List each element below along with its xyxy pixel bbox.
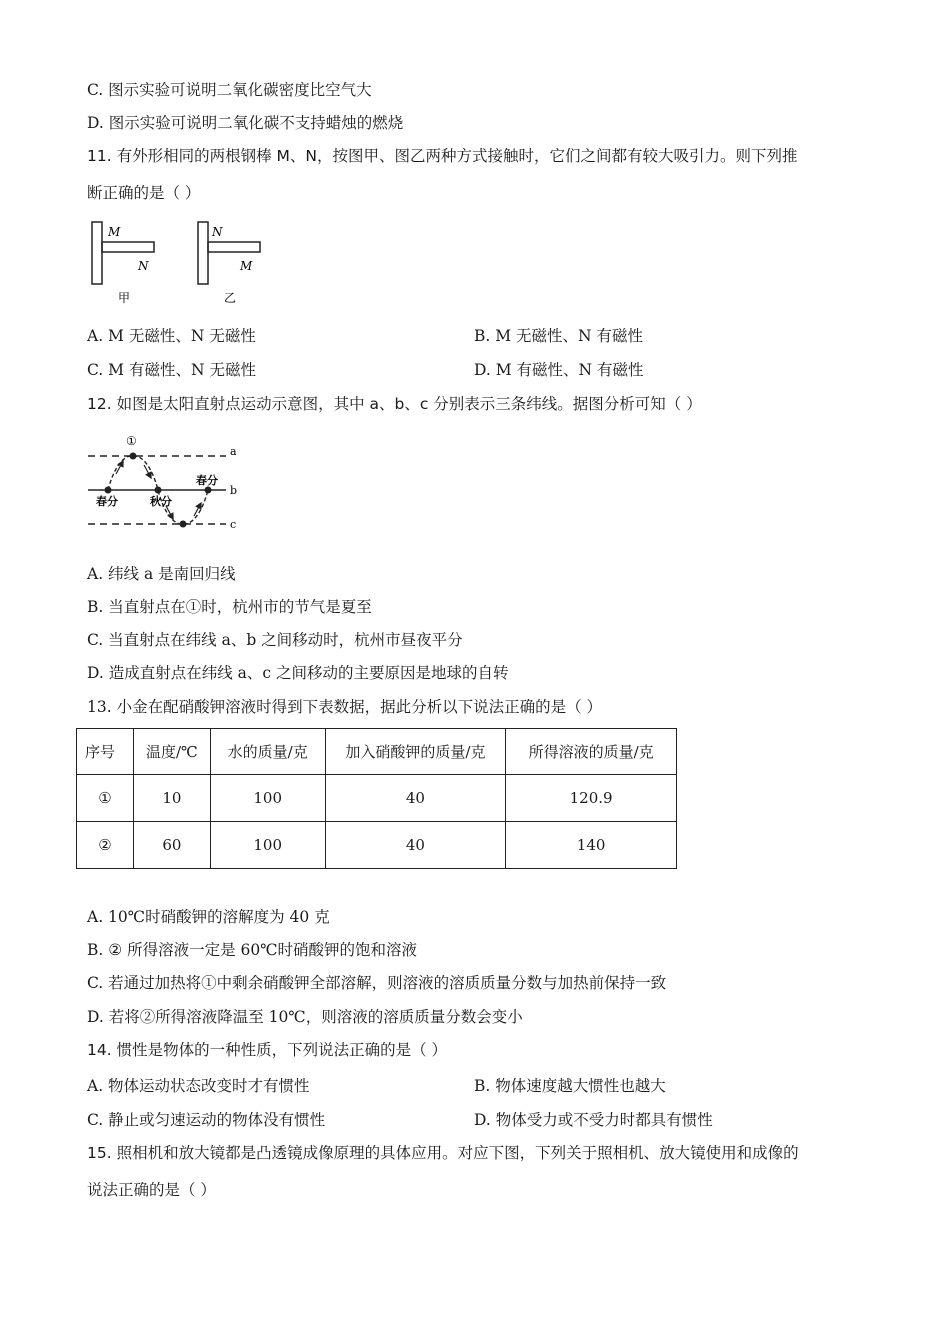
label-line-c: c <box>230 518 237 531</box>
q12-option-b: B. 当直射点在①时，杭州市的节气是夏至 <box>87 598 372 616</box>
q11-stem-line1: 11. 有外形相同的两根钢棒 M、N，按图甲、图乙两种方式接触时，它们之间都有较大吸引力。则下列推 <box>87 147 798 165</box>
q13-option-c: C. 若通过加热将①中剩余硝酸钾全部溶解，则溶液的溶质质量分数与加热前保持一致 <box>87 974 667 992</box>
cell-index: ① <box>77 775 134 822</box>
cell-added-kno3: 40 <box>325 775 506 822</box>
q12-option-a: A. 纬线 a 是南回归线 <box>87 565 236 583</box>
q11-magnet-figure <box>88 218 268 310</box>
point-summer <box>130 453 137 460</box>
jia-label-bar: N <box>138 259 149 273</box>
q11-option-c: C. M 有磁性、N 无磁性 <box>87 361 256 379</box>
q14-option-d: D. 物体受力或不受力时都具有惯性 <box>474 1111 713 1129</box>
header-index: 序号 <box>77 729 134 775</box>
q11-stem-line2: 断正确的是（ ） <box>87 184 201 202</box>
header-water-mass: 水的质量/克 <box>210 729 325 775</box>
jia-caption: 甲 <box>118 291 131 305</box>
cell-solution-mass: 140 <box>506 822 677 869</box>
q12-sun-path-figure <box>86 432 246 536</box>
label-spring-left: 春分 <box>96 495 118 508</box>
table-row <box>77 822 677 869</box>
label-line-a: a <box>230 445 237 458</box>
yi-vertical-bar <box>198 222 208 284</box>
q10-option-c: C. 图示实验可说明二氧化碳密度比空气大 <box>87 81 372 99</box>
header-solution-mass: 所得溶液的质量/克 <box>506 729 677 775</box>
header-temperature: 温度/℃ <box>133 729 210 775</box>
q14-option-b: B. 物体速度越大惯性也越大 <box>474 1077 666 1095</box>
table-row <box>77 775 677 822</box>
q12-stem: 12. 如图是太阳直射点运动示意图，其中 a、b、c 分别表示三条纬线。据图分析可知（ ） <box>87 395 702 413</box>
path-arrow-4 <box>194 505 200 516</box>
label-autumn: 秋分 <box>150 495 172 508</box>
q11-option-b: B. M 无磁性、N 有磁性 <box>474 327 644 345</box>
yi-label-top: N <box>212 225 223 239</box>
yi-label-bar: M <box>240 259 253 273</box>
cell-water-mass: 100 <box>210 822 325 869</box>
cell-water-mass: 100 <box>210 775 325 822</box>
q14-option-a: A. 物体运动状态改变时才有惯性 <box>87 1077 310 1095</box>
mark-circled-one: ① <box>126 434 137 448</box>
q14-stem: 14. 惯性是物体的一种性质，下列说法正确的是（ ） <box>87 1041 448 1059</box>
header-added-kno3: 加入硝酸钾的质量/克 <box>325 729 506 775</box>
q11-option-a: A. M 无磁性、N 无磁性 <box>87 327 256 345</box>
q13-option-d: D. 若将②所得溶液降温至 10℃，则溶液的溶质质量分数会变小 <box>87 1008 523 1026</box>
cell-temperature: 60 <box>133 822 210 869</box>
q13-option-a: A. 10℃时硝酸钾的溶解度为 40 克 <box>87 908 330 926</box>
cell-index: ② <box>77 822 134 869</box>
point-winter <box>180 521 187 528</box>
cell-solution-mass: 120.9 <box>506 775 677 822</box>
table-header-row <box>77 729 677 775</box>
q15-stem-line2: 说法正确的是（ ） <box>87 1181 216 1199</box>
jia-vertical-bar <box>92 222 102 284</box>
yi-horizontal-bar <box>208 242 260 252</box>
label-line-b: b <box>230 484 238 497</box>
q13-stem: 13. 小金在配硝酸钾溶液时得到下表数据，据此分析以下说法正确的是（ ） <box>87 698 603 716</box>
cell-added-kno3: 40 <box>325 822 506 869</box>
point-autumn <box>155 487 162 494</box>
jia-horizontal-bar <box>102 242 154 252</box>
q12-option-d: D. 造成直射点在纬线 a、c 之间移动的主要原因是地球的自转 <box>87 664 509 682</box>
cell-temperature: 10 <box>133 775 210 822</box>
jia-label-top: M <box>108 225 121 239</box>
point-spring-right <box>205 487 212 494</box>
yi-caption: 乙 <box>224 291 237 305</box>
point-spring-left <box>105 487 112 494</box>
q10-option-d: D. 图示实验可说明二氧化碳不支持蜡烛的燃烧 <box>87 114 404 132</box>
q13-option-b: B. ② 所得溶液一定是 60℃时硝酸钾的饱和溶液 <box>87 941 418 959</box>
q15-stem-line1: 15. 照相机和放大镜都是凸透镜成像原理的具体应用。对应下图，下列关于照相机、放大镜使用和成像的 <box>87 1144 799 1162</box>
q12-option-c: C. 当直射点在纬线 a、b 之间移动时，杭州市昼夜平分 <box>87 631 463 649</box>
q13-data-table <box>76 728 677 869</box>
q11-option-d: D. M 有磁性、N 有磁性 <box>474 361 644 379</box>
q14-option-c: C. 静止或匀速运动的物体没有惯性 <box>87 1111 326 1129</box>
label-spring-right: 春分 <box>196 474 218 487</box>
